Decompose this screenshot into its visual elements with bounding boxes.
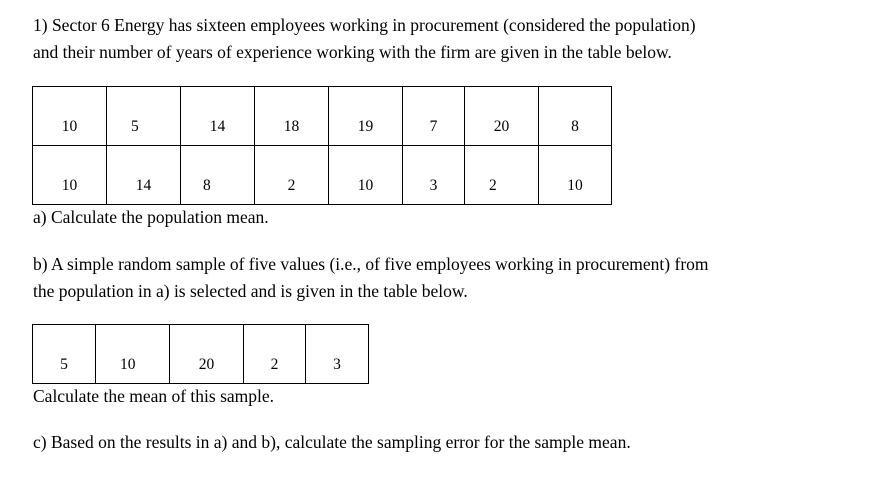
- table-cell: 7: [403, 87, 465, 146]
- part-b-line-1: b) A simple random sample of five values (i.e., of five employees working in procurement) from: [33, 254, 709, 274]
- table-cell: 14: [181, 87, 255, 146]
- population-table: [32, 86, 612, 205]
- part-b-prompt: Calculate the mean of this sample.: [33, 386, 275, 406]
- sample-table: [32, 324, 369, 384]
- table-cell: 10: [96, 325, 170, 384]
- table-cell: 5: [33, 325, 96, 384]
- table-cell: 8: [539, 87, 612, 146]
- part-a-text: a) Calculate the population mean.: [33, 207, 269, 227]
- table-cell: 20: [465, 87, 539, 146]
- table-row: [33, 87, 612, 146]
- table-cell: 2: [465, 146, 539, 205]
- table-cell: 2: [244, 325, 306, 384]
- table-cell: 18: [255, 87, 329, 146]
- table-cell: 20: [170, 325, 244, 384]
- table-cell: 2: [255, 146, 329, 205]
- part-c-text: c) Based on the results in a) and b), calculate the sampling error for the sample mean.: [33, 432, 631, 452]
- table-cell: 8: [181, 146, 255, 205]
- table-row: [33, 146, 612, 205]
- part-b-line-2: the population in a) is selected and is given in the table below.: [33, 281, 468, 301]
- table-cell: 10: [539, 146, 612, 205]
- question-intro-line-1: 1) Sector 6 Energy has sixteen employees working in procurement (considered the population): [33, 15, 696, 35]
- question-intro-line-2: and their number of years of experience working with the firm are given in the table below.: [33, 42, 672, 62]
- table-cell: 14: [107, 146, 181, 205]
- table-cell: 3: [306, 325, 369, 384]
- table-cell: 10: [329, 146, 403, 205]
- table-cell: 10: [33, 146, 107, 205]
- table-row: [33, 325, 369, 384]
- table-cell: 10: [33, 87, 107, 146]
- table-cell: 19: [329, 87, 403, 146]
- table-cell: 5: [107, 87, 181, 146]
- table-cell: 3: [403, 146, 465, 205]
